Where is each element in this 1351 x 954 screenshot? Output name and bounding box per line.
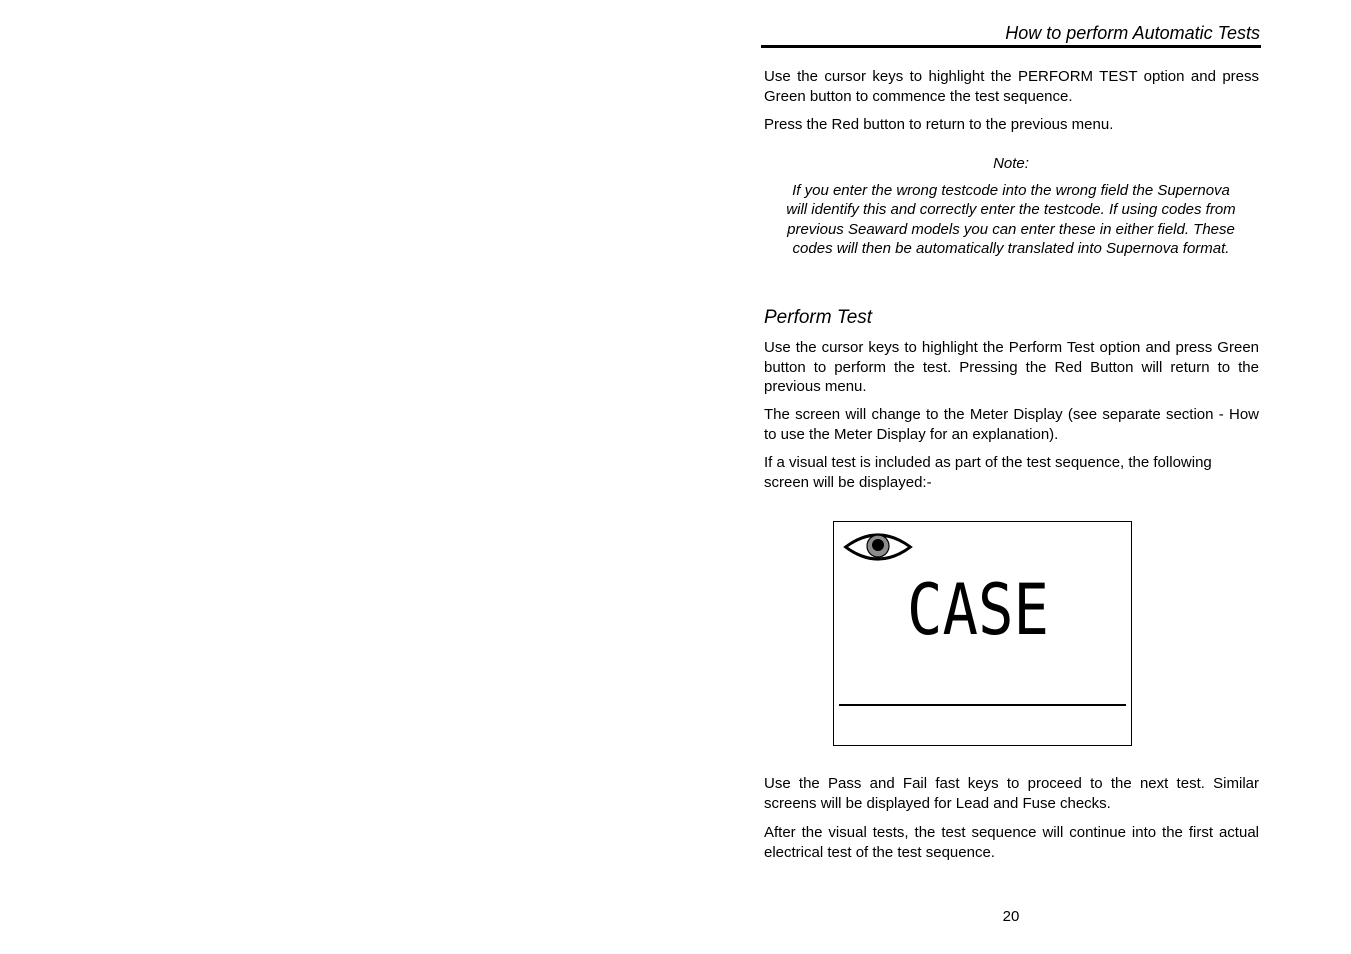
note-title: Note: xyxy=(993,155,1029,172)
paragraph-perform-test-4: Use the Pass and Fail fast keys to proceed to the next test. Similar screens will be displayed for Lead and Fuse checks. xyxy=(764,775,1259,812)
paragraph-perform-test-1: Use the cursor keys to highlight the Perform Test option and press Green button to perform the test. Pressing the Red Button will return to the previous menu. xyxy=(764,339,1259,395)
paragraph-perform-test-option: Use the cursor keys to highlight the PERFORM TEST option and press Green button to commence the test sequence. xyxy=(764,68,1259,105)
manual-page xyxy=(761,0,1261,954)
eye-icon xyxy=(845,535,911,560)
lcd-screen-illustration xyxy=(833,521,1132,746)
paragraph-perform-test-3: If a visual test is included as part of the test sequence, the following screen will be displayed:- xyxy=(764,454,1212,491)
lcd-drawing xyxy=(834,522,1131,745)
lcd-divider-line xyxy=(839,704,1126,706)
header-rule xyxy=(761,45,1261,48)
paragraph-red-button: Press the Red button to return to the previous menu. xyxy=(764,116,1114,133)
lcd-segment-text: CASE xyxy=(907,569,1049,651)
running-header: How to perform Automatic Tests xyxy=(1005,23,1260,43)
note-body: If you enter the wrong testcode into the wrong field the Supernova will identify this and correctly enter the testcode. If using codes from previous Seaward models you can enter these in either field. These codes will then be automatically translated into Supernova format. xyxy=(786,182,1236,257)
paragraph-perform-test-5: After the visual tests, the test sequence will continue into the first actual electrical test of the test sequence. xyxy=(764,824,1259,861)
page-number: 20 xyxy=(1002,908,1020,925)
paragraph-perform-test-2: The screen will change to the Meter Display (see separate section - How to use the Meter Display for an explanation). xyxy=(764,406,1259,443)
section-heading-perform-test: Perform Test xyxy=(764,307,873,328)
